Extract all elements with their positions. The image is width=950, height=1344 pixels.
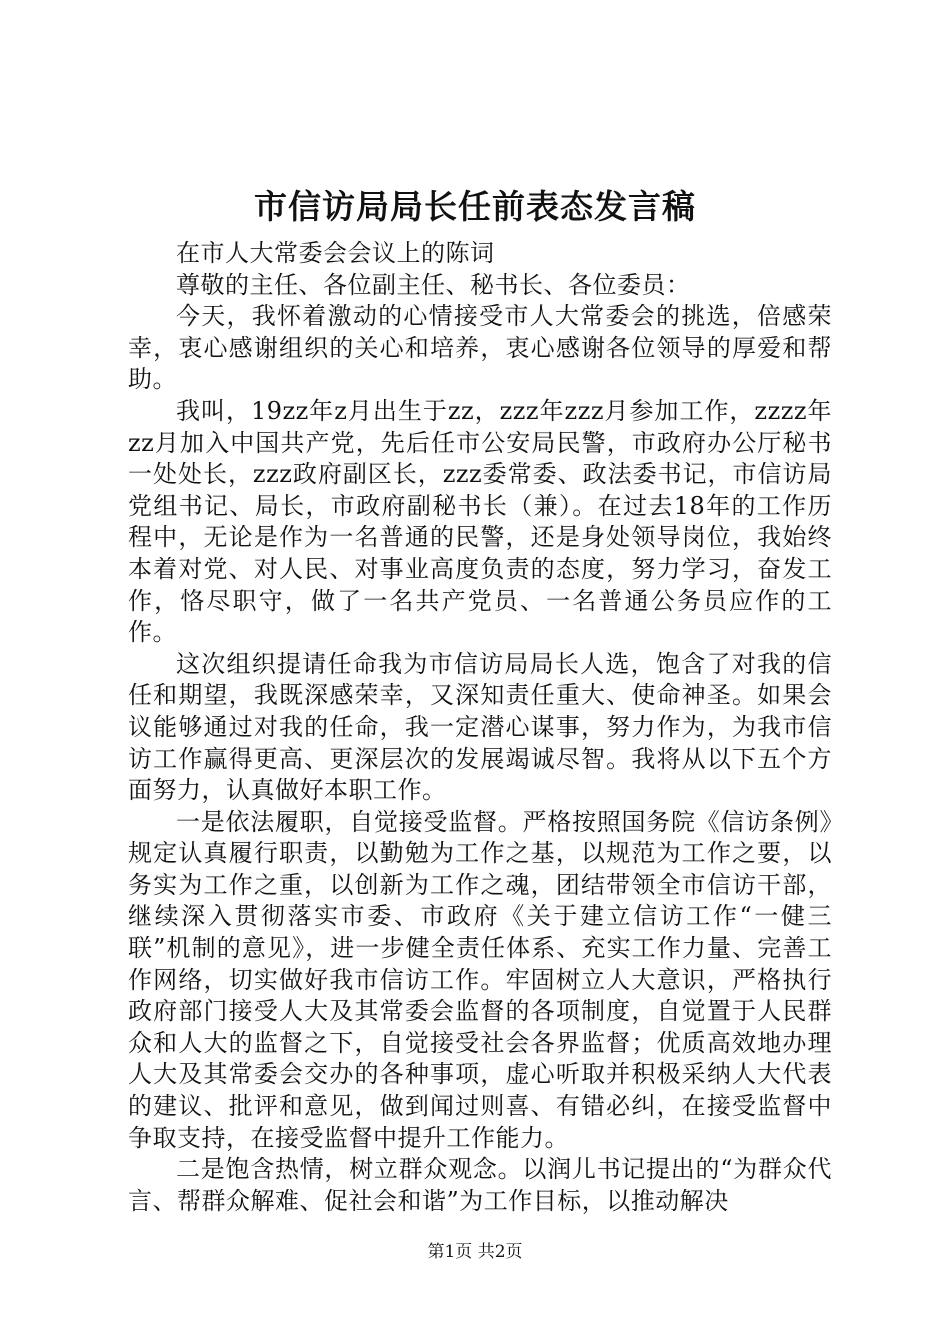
document-title: 市信访局局长任前表态发言稿 [254, 187, 696, 226]
paragraph-commitment: 这次组织提请任命我为市信访局局长人选，饱含了对我的信任和期望，我既深感荣幸，又深知责任重大、使命神圣。如果会议能够通过对我的任命，我一定潜心谋事，努力作为，为我市信访工作赢得更高、更深层次的发展竭诚尽智。我将从以下五个方面努力，认真做好本职工作。 [128, 649, 832, 805]
document-body [128, 238, 832, 1217]
page-footer: 第1页 共2页 [427, 1242, 523, 1262]
paragraph-occasion: 在市人大常委会会议上的陈词 [176, 239, 495, 267]
paragraph-point-two: 二是饱含热情，树立群众观念。以润儿书记提出的“为群众代言、帮群众解难、促社会和谐”为工作目标，以推动解决 [128, 1155, 832, 1215]
paragraph-salutation: 尊敬的主任、各位副主任、秘书长、各位委员： [176, 270, 691, 299]
paragraph-introduction: 我叫，19zz年z月出生于zz，zzz年zzz月参加工作，zzzz年zz月加入中国共产党，先后任市公安局民警，市政府办公厅秘书一处处长，zzz政府副区长，zzz委常委、政法委书记，市信访局党组书记、局长，市政府副秘书长（兼）。在过去18年的工作历程中，无论是作为一名普通的民警，还是身处领导岗位，我始终本着对党、对人民、对事业高度负责的态度，努力学习，奋发工作，恪尽职守，做了一名共产党员、一名普通公务员应作的工作。 [128, 396, 832, 647]
paragraph-point-one: 一是依法履职，自觉接受监督。严格按照国务院《信访条例》规定认真履行职责，以勤勉为工作之基，以规范为工作之要，以务实为工作之重，以创新为工作之魂，团结带领全市信访干部，继续深入贯彻落实市委、市政府《关于建立信访工作“一健三联”机制的意见》，进一步健全责任体系、充实工作力量、完善工作网络，切实做好我市信访工作。牢固树立人大意识，严格执行政府部门接受人大及其常委会监督的各项制度，自觉置于人民群众和人大的监督之下，自觉接受社会各界监督；优质高效地办理人大及其常委会交办的各种事项，虚心听取并积极采纳人大代表的建议、批评和意见，做到闻过则喜、有错必纠，在接受监督中争取支持，在接受监督中提升工作能力。 [128, 807, 832, 1152]
paragraph-opening: 今天，我怀着激动的心情接受市人大常委会的挑选，倍感荣幸，衷心感谢组织的关心和培养，衷心感谢各位领导的厚爱和帮助。 [128, 302, 832, 394]
